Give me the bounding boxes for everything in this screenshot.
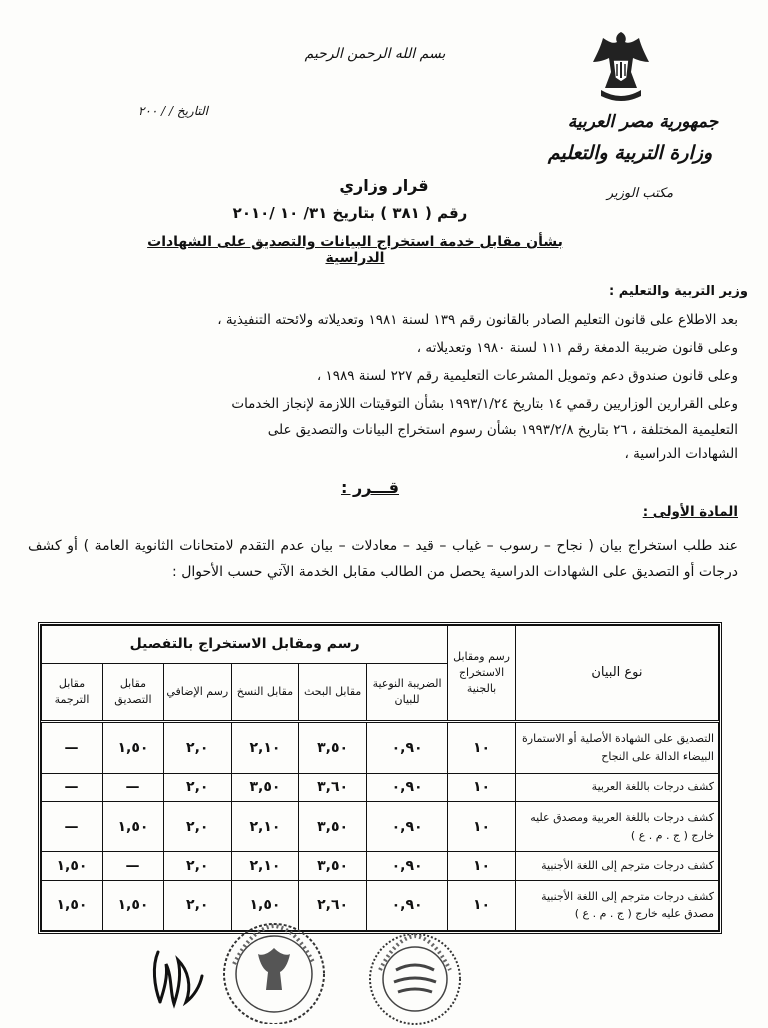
cell-tax: ٠,٩٠ [366, 801, 447, 851]
header-detail-group: رسم ومقابل الاستخراج بالتفصيل [42, 626, 448, 664]
decree-title: قرار وزاري [339, 176, 429, 195]
preamble-line: وعلى قانون صندوق دعم وتمويل المشرعات التعليمية رقم ٢٢٧ لسنة ١٩٨٩ ، [316, 368, 738, 384]
preamble-line: التعليمية المختلفة ، ٢٦ بتاريخ ١٩٩٣/٢/٨ بشأن رسوم استخراج البيانات والتصديق على [267, 422, 738, 438]
cell-extra: ٢,٠ [163, 801, 231, 851]
table-row [42, 880, 719, 930]
cell-copy: ٢,١٠ [231, 722, 299, 774]
cell-copy: ٢,١٠ [231, 801, 299, 851]
header-fee-pound: رسم ومقابل الاستخراج بالجنية [448, 626, 516, 722]
cell-total: ١٠ [448, 722, 516, 774]
row-type: كشف درجات مترجم إلى اللغة الأجنبية مصدق عليه خارج ( ج . م . ع ) [515, 880, 718, 930]
cell-extra: ٢,٠ [163, 722, 231, 774]
table-row [42, 722, 719, 774]
preamble-line: وعلى قانون ضريبة الدمغة رقم ١١١ لسنة ١٩٨٠ وتعديلاته ، [416, 340, 738, 356]
row-type: كشف درجات باللغة العربية ومصدق عليه خارج ( ج . م . ع ) [515, 801, 718, 851]
cell-cert: ١,٥٠ [102, 801, 163, 851]
cell-trans: — [42, 801, 103, 851]
cell-cert: — [102, 852, 163, 880]
cell-research: ٣,٥٠ [299, 852, 367, 880]
cell-research: ٢,٦٠ [299, 880, 367, 930]
eagle-emblem-icon [587, 28, 655, 104]
cell-total: ١٠ [448, 880, 516, 930]
preamble-line: الشهادات الدراسية ، [624, 446, 738, 462]
date-line: التاريخ / / ٢٠٠ [137, 104, 208, 118]
cell-tax: ٠,٩٠ [366, 722, 447, 774]
preamble-line: وعلى القرارين الوزاريين رقمي ١٤ بتاريخ ١٩٩٣/١/٢٤ بشأن التوقيتات اللازمة لإنجاز الخدمات [231, 396, 738, 412]
cell-trans: — [42, 722, 103, 774]
cell-research: ٣,٦٠ [299, 773, 367, 801]
cell-extra: ٢,٠ [163, 773, 231, 801]
header-extra: رسم الإضافي [163, 664, 231, 722]
cell-tax: ٠,٩٠ [366, 773, 447, 801]
decree-number: رقم ( ٣٨١ ) بتاريخ ٣١/ ١٠ /٢٠١٠ [232, 204, 468, 222]
cell-cert: ١,٥٠ [102, 722, 163, 774]
row-type: كشف درجات مترجم إلى اللغة الأجنبية [515, 852, 718, 880]
republic-name: جمهورية مصر العربية [567, 112, 719, 132]
cell-trans: ١,٥٠ [42, 880, 103, 930]
cell-cert: ١,٥٠ [102, 880, 163, 930]
minister-office: مكتب الوزير [606, 186, 674, 201]
preamble-line: بعد الاطلاع على قانون التعليم الصادر بالقانون رقم ١٣٩ لسنة ١٩٨١ وتعديلاته ولائحته التنفيذية ، [217, 312, 738, 328]
minister-heading: وزير التربية والتعليم : [609, 284, 748, 299]
table-row [42, 801, 719, 851]
cell-tax: ٠,٩٠ [366, 852, 447, 880]
cell-trans: — [42, 773, 103, 801]
cell-research: ٣,٥٠ [299, 801, 367, 851]
cell-extra: ٢,٠ [163, 852, 231, 880]
row-type: التصديق على الشهادة الأصلية أو الاستمارة البيضاء الدالة على النجاح [515, 722, 718, 774]
header-copy: مقابل النسخ [231, 664, 299, 722]
table-row [42, 773, 719, 801]
cell-copy: ٢,١٠ [231, 852, 299, 880]
row-type: كشف درجات باللغة العربية [515, 773, 718, 801]
header-certification: مقابل التصديق [102, 664, 163, 722]
cell-copy: ٣,٥٠ [231, 773, 299, 801]
cell-copy: ١,٥٠ [231, 880, 299, 930]
cell-research: ٣,٥٠ [299, 722, 367, 774]
decree-subject: بشأن مقابل خدمة استخراج البيانات والتصديق على الشهادات الدراسية [147, 234, 563, 266]
cell-extra: ٢,٠ [163, 880, 231, 930]
ministry-name: وزارة التربية والتعليم [547, 142, 713, 164]
table-row [42, 852, 719, 880]
official-seal-icon [212, 914, 336, 1024]
cell-trans: ١,٥٠ [42, 852, 103, 880]
cell-total: ١٠ [448, 801, 516, 851]
article-heading: المادة الأولى : [642, 504, 738, 520]
signature-icon [148, 946, 208, 1010]
header-translation: مقابل الترجمة [42, 664, 103, 722]
cell-total: ١٠ [448, 773, 516, 801]
header-tax: الضريبة النوعية للبيان [366, 664, 447, 722]
cell-tax: ٠,٩٠ [366, 880, 447, 930]
cell-cert: — [102, 773, 163, 801]
header-type: نوع البيان [515, 626, 718, 722]
basmala: بسم الله الرحمن الرحيم [304, 46, 446, 62]
decides-heading: قـــرر : [340, 478, 399, 497]
official-seal-icon [366, 930, 464, 1028]
article-text: عند طلب استخراج بيان ( نجاح – رسوب – غياب – قيد – معادلات – بيان عدم التقدم لامتحانات الثانوية العامة ) أو كشف درجات أو التصديق على الشهادات الدراسية يحصل من الطالب مقابل الخدمة الآتي حسب الأحوال : [28, 538, 738, 580]
fee-table [38, 622, 722, 934]
header-research: مقابل البحث [299, 664, 367, 722]
cell-total: ١٠ [448, 852, 516, 880]
